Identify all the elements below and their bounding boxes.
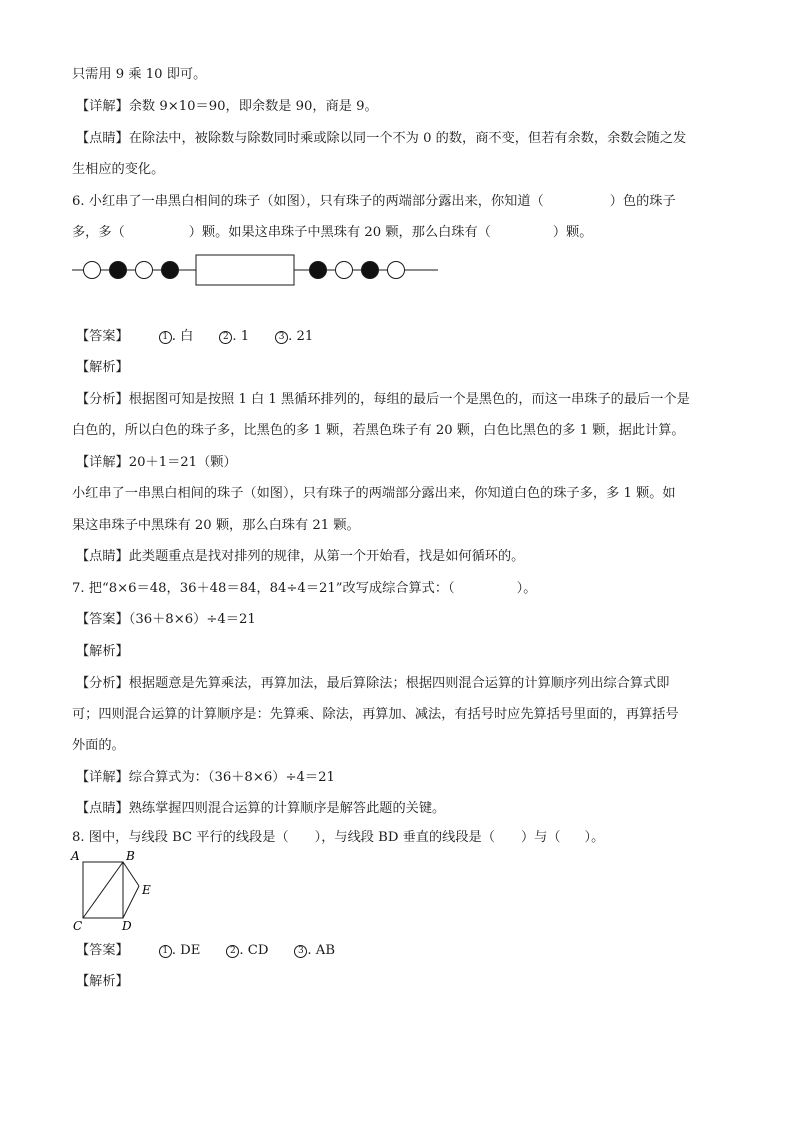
black-bead: [310, 262, 327, 279]
geometry-figure: [70, 848, 160, 934]
analysis-line: 可；四则混合运算的计算顺序是：先算乘、除法，再算加、减法，有括号时应先算括号里面的，再算括号: [72, 707, 679, 722]
black-bead: [110, 262, 127, 279]
white-bead: [84, 262, 101, 279]
label-a: A: [71, 849, 80, 863]
question-8-line: 8. 图中，与线段 BC 平行的线段是（ ），与线段 BD 垂直的线段是（ ）与（ ）。: [72, 830, 605, 845]
question-6-line-2: 多，多（ ）颗。如果这串珠子中黑珠有 20 颗，那么白珠有（ ）颗。: [72, 225, 593, 240]
label-e: E: [142, 883, 151, 897]
bead-string-figure: [72, 252, 442, 288]
answer-2: 2 . 1: [219, 329, 249, 345]
answer-2: 2 . CD: [226, 943, 268, 959]
tag-analysis: 【分析】: [76, 392, 129, 407]
label-c: C: [73, 919, 83, 933]
explain-line: 果这串珠子中黑珠有 20 颗，那么白珠有 21 颗。: [72, 518, 360, 533]
answer-line: [76, 329, 339, 345]
segment-bc: [83, 862, 123, 918]
analysis-line: 【分析】根据图可知是按照 1 白 1 黑循环排列的，每组的最后一个是黑色的，而这一串珠子的最后一个是: [76, 392, 690, 407]
note-line: 【点睛】熟练掌握四则混合运算的计算顺序是解答此题的关键。: [76, 801, 446, 816]
analysis-heading: 【解析】: [76, 360, 129, 375]
white-bead: [136, 262, 153, 279]
answer-3: 3 . 21: [275, 329, 313, 345]
tag-detail: 【详解】: [76, 770, 129, 785]
tag-detail: 【详解】: [76, 455, 129, 470]
tag-analysis: 【分析】: [76, 676, 129, 691]
detail-line: 【详解】余数 9×10＝90，即余数是 90，商是 9。: [76, 99, 378, 114]
label-d: D: [122, 919, 132, 933]
explain-line: 小红串了一串黑白相间的珠子（如图），只有珠子的两端部分露出来，你知道白色的珠子多，多 1 颗。如: [72, 486, 676, 501]
text-line: 只需用 9 乘 10 即可。: [72, 67, 207, 82]
tag-note: 【点睛】: [76, 801, 129, 816]
tag-answer: 【答案】: [76, 329, 129, 344]
white-bead: [388, 262, 405, 279]
segment-ed: [123, 886, 139, 918]
tag-answer: 【答案】: [76, 943, 129, 958]
analysis-heading: 【解析】: [76, 644, 129, 659]
analysis-heading: 【解析】: [76, 974, 129, 989]
detail-line: 【详解】20＋1＝21（颗）: [76, 455, 237, 470]
analysis-line: 白色的，所以白色的珠子多，比黑色的多 1 颗，若黑色珠子有 20 颗，白色比黑色的多 1 颗，据此计算。: [72, 423, 685, 438]
answer-line: [76, 943, 361, 959]
label-b: B: [126, 849, 135, 863]
note-line: 【点睛】在除法中，被除数与除数同时乘或除以同一个不为 0 的数，商不变，但若有余数，余数会随之发: [76, 131, 687, 146]
segment-be: [123, 862, 139, 886]
analysis-line: 【分析】根据题意是先算乘法，再算加法，最后算除法；根据四则混合运算的计算顺序列出综合算式即: [76, 676, 670, 691]
question-6-line-1: 6. 小红串了一串黑白相间的珠子（如图），只有珠子的两端部分露出来，你知道（ ）色的珠子: [72, 194, 676, 209]
white-bead: [336, 262, 353, 279]
answer-1: 1 . 白: [159, 329, 194, 345]
tag-note: 【点睛】: [76, 131, 129, 146]
answer-1: 1 . DE: [159, 943, 201, 959]
answer-3: 3 . AB: [294, 943, 335, 959]
tag-answer: 【答案】: [76, 612, 129, 627]
answer-line: 【答案】（36＋8×6）÷4＝21: [76, 612, 256, 627]
hidden-box: [196, 255, 294, 285]
note-line: 【点睛】此类题重点是找对排列的规律，从第一个开始看，找是如何循环的。: [76, 549, 525, 564]
detail-line: 【详解】综合算式为：（36＋8×6）÷4＝21: [76, 770, 335, 785]
black-bead: [362, 262, 379, 279]
analysis-line: 外面的。: [72, 738, 125, 753]
tag-detail: 【详解】: [76, 99, 129, 114]
text-line: 生相应的变化。: [72, 162, 165, 177]
question-7-line: 7. 把“8×6＝48，36＋48＝84，84÷4＝21”改写成综合算式：（ ）。: [72, 581, 537, 596]
black-bead: [162, 262, 179, 279]
tag-note: 【点睛】: [76, 549, 129, 564]
